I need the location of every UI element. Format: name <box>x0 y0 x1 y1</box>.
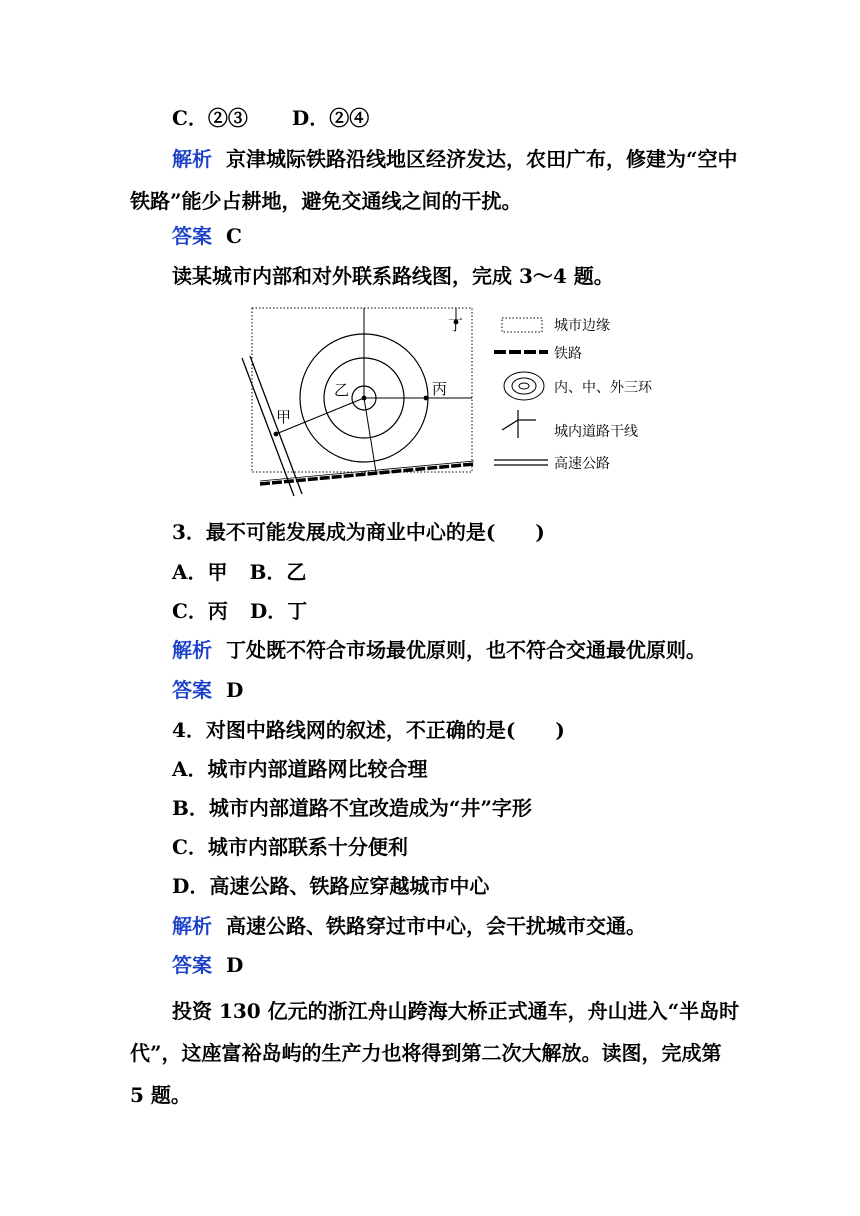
q3-answer <box>172 676 740 704</box>
legend-icon-dotted-rect <box>502 318 542 332</box>
answer-label: 答案 <box>172 224 212 248</box>
answer-label: 答案 <box>172 678 212 702</box>
label-yi: 乙 <box>334 381 350 399</box>
legend-icon-road-junction <box>502 410 536 438</box>
legend-icon-rings-middle <box>512 378 536 394</box>
q2-analysis-text: 京津城际铁路沿线地区经济发达，农田广布，修建为“空中铁路”能少占耕地，避免交通线之间的干扰。 <box>130 147 738 213</box>
q4-option-c[interactable]: C．城市内部联系十分便利 <box>172 835 408 859</box>
legend-label-city-edge: 城市边缘 <box>554 318 610 334</box>
q3-stem: 3．最不可能发展成为商业中心的是( ) <box>172 520 545 544</box>
q3-option-c[interactable]: C．丙 <box>172 599 228 623</box>
q3-options-ab <box>172 558 740 586</box>
q4-analysis-text: 高速公路、铁路穿过市中心，会干扰城市交通。 <box>226 914 646 938</box>
analysis-label: 解析 <box>172 638 212 662</box>
road-south <box>364 398 376 472</box>
q2-answer-value: C <box>226 224 242 248</box>
legend <box>494 318 653 472</box>
q2-options-row <box>172 104 740 132</box>
q4-answer <box>172 951 740 979</box>
label-jia: 甲 <box>276 408 292 426</box>
legend-label-road: 城内道路干线 <box>554 424 638 440</box>
q4-stem: 4．对图中路线网的叙述，不正确的是( ) <box>172 718 565 742</box>
q3-option-d[interactable]: D．丁 <box>249 599 308 623</box>
q3-answer-value: D <box>226 678 244 702</box>
legend-label-railway: 铁路 <box>554 346 582 362</box>
city-route-map <box>236 298 686 500</box>
q2-analysis <box>130 138 740 222</box>
q3-analysis <box>172 636 740 664</box>
legend-label-rings: 内、中、外三环 <box>554 380 652 396</box>
point-jia <box>274 432 279 437</box>
q2-option-c[interactable]: C．②③ <box>172 106 248 130</box>
legend-icon-rings-inner <box>519 383 529 389</box>
q3-option-a[interactable]: A．甲 <box>172 560 228 584</box>
label-bing: 丙 <box>432 380 448 398</box>
q3-options-cd <box>172 597 740 625</box>
point-bing <box>424 396 429 401</box>
q3-option-b[interactable]: B．乙 <box>249 560 307 584</box>
intro-question-5: 投资 130 亿元的浙江舟山跨海大桥正式通车，舟山进入“半岛时代”，这座富裕岛屿的生产力也将得到第二次大解放。读图，完成第 5 题。 <box>130 999 740 1107</box>
q4-option-a[interactable]: A．城市内部道路网比较合理 <box>172 757 428 781</box>
label-ding: 丁 <box>448 316 464 334</box>
legend-label-highway: 高速公路 <box>554 456 610 472</box>
q4-option-b[interactable]: B．城市内部道路不宜改造成为“井”字形 <box>172 796 532 820</box>
q3-analysis-text: 丁处既不符合市场最优原则，也不符合交通最优原则。 <box>226 638 706 662</box>
q4-option-d[interactable]: D．高速公路、铁路应穿越城市中心 <box>172 874 490 898</box>
q2-answer <box>172 222 740 250</box>
center-point <box>362 396 367 401</box>
q2-option-d[interactable]: D．②④ <box>291 106 370 130</box>
highway-edge <box>260 461 474 481</box>
legend-icon-rings-outer <box>504 372 544 400</box>
q4-answer-value: D <box>226 953 244 977</box>
analysis-label: 解析 <box>172 914 212 938</box>
q4-analysis <box>172 912 740 940</box>
intro-questions-3-4: 读某城市内部和对外联系路线图，完成 3～4 题。 <box>172 264 614 288</box>
railway-left <box>242 358 294 496</box>
analysis-label: 解析 <box>172 147 212 171</box>
answer-label: 答案 <box>172 953 212 977</box>
